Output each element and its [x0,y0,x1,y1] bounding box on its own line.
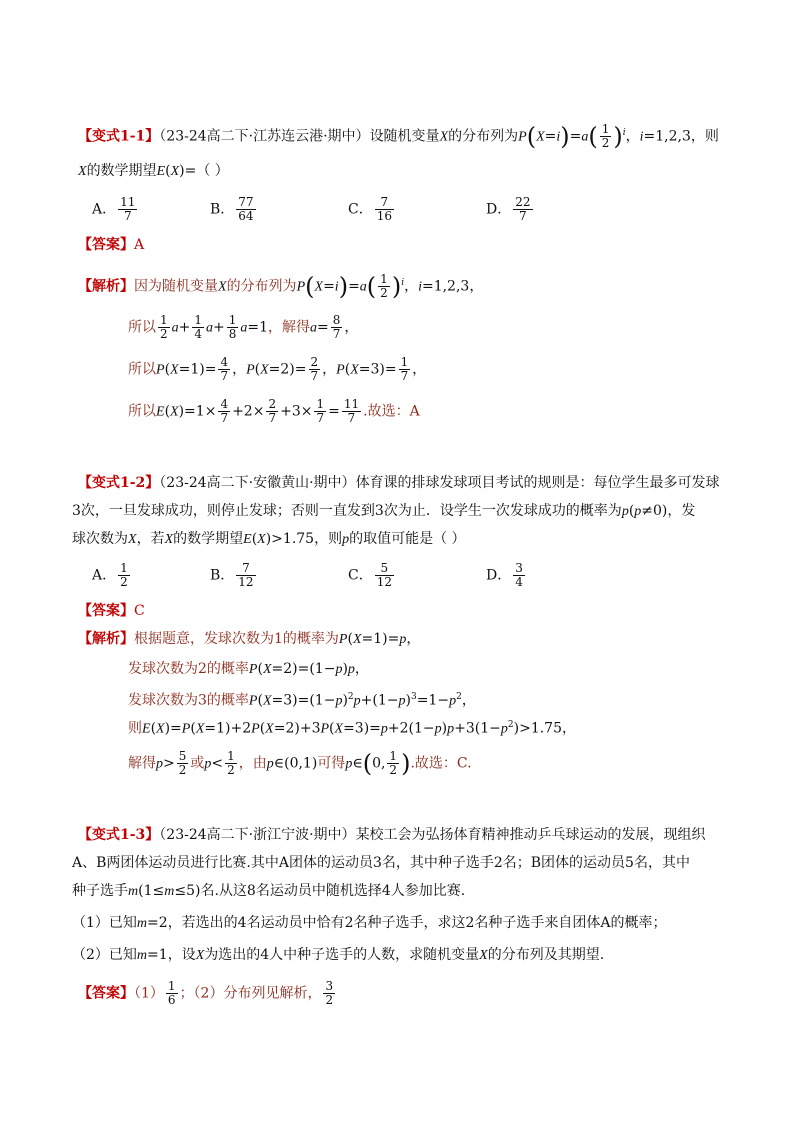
q2-analysis-line2: 发球次数为2的概率P(X=2)=(1−p)p， [128,661,369,677]
q3-stem-line3: 种子选手m(1≤m≤5)名.从这8名运动员中随机选择4人参加比赛. [72,883,466,899]
q2-analysis-line1: 【解析】根据题意，发球次数为1的概率为P(X=1)=p， [78,631,421,647]
q3-stem-line1: 【变式1-3】（23-24高二下·浙江宁波·期中）某校工会为弘扬体育精神推动乒乓球运动的发展，现组织 [78,827,706,843]
q2-stem-line3: 球次数为X，若X的数学期望E(X)>1.75，则p的取值可能是（ ） [72,531,466,547]
q2-answer: 【答案】C [78,603,145,619]
q1-source: （23-24高二下·江苏连云港·期中） [159,128,370,145]
q1-analysis-line4: 所以E(X)=1× $\frac{4}{7}$ +2× $\frac{2}{7}$ +3× $\frac{1}{7}$ = $\frac{11}{7}$ .故选：A [128,397,420,425]
q1-stem-line1: 【变式1-1】（23-24高二下·江苏连云港·期中）设随机变量X的分布列为P(X=i)=a( $\frac{1}{2}$ )$^i$，i=1,2,3，则 [78,122,719,151]
q1-option-d[interactable]: D． $\frac{22}{7}$ [486,195,531,223]
q3-stem-line2: A、B两团体运动员进行比赛.其中A团体的运动员3名，其中种子选手2名；B团体的运动员5名，其中 [72,855,690,871]
q1-analysis-line3: 所以P(X=1)= $\frac{4}{7}$ ，P(X=2)= $\frac{2}{7}$ ，P(X=3)= $\frac{1}{7}$ ， [128,355,427,383]
q1-option-b[interactable]: B． $\frac{77}{64}$ [210,195,254,223]
q2-analysis-line5: 解得p> $\frac{5}{2}$ 或p< $\frac{1}{2}$ ，由p∈(0,1)可得p∈(0, $\frac{1}{2}$ ).故选：C. [128,749,472,778]
q1-tag: 【变式1-1】 [78,128,160,145]
q3-part2: （2）已知m=1，设X为选出的4人中种子选手的人数，求随机变量X的分布列及其期望. [72,947,605,963]
q1-stem-line2: X的数学期望E(X)=（ ） [78,163,229,179]
q2-analysis-line4: 则$E(X)=P(X=1)+2P(X=2)+3P(X=3)=p+2(1-p)p+3(1-p^2)>1.75$， [128,720,576,737]
q1-analysis-line2: 所以 $\frac{1}{2}$ a+ $\frac{1}{4}$ a+ $\frac{1}{8}$ a=1，解得a= $\frac{8}{7}$ ， [128,313,359,341]
q3-part1: （1）已知m=2，若选出的4名运动员中恰有2名种子选手，求这2名种子选手来自团体A的概率； [72,915,667,931]
q3-tag: 【变式1-3】 [78,827,160,843]
q2-stem-line2: 3次，一旦发球成功，则停止发球；否则一直发到3次为止．设学生一次发球成功的概率为p(p≠0)，发 [72,503,696,519]
q1-answer: 【答案】A [78,237,145,253]
q2-stem-line1: 【变式1-2】（23-24高二下·安徽黄山·期中）体育课的排球发球项目考试的规则是：每位学生最多可发球 [78,475,720,491]
q2-option-b[interactable]: B． $\frac{7}{12}$ [210,561,254,589]
q2-option-d[interactable]: D． $\frac{3}{4}$ [486,561,523,589]
q1-option-a[interactable]: A． $\frac{11}{7}$ [92,195,136,223]
q2-option-a[interactable]: A． $\frac{1}{2}$ [92,561,128,589]
q3-answer: 【答案】（1） $\frac{1}{6}$ ；（2）分布列见解析， $\frac{3}{2}$ [78,979,334,1007]
q1-option-c[interactable]: C． $\frac{7}{16}$ [348,195,392,223]
q1-analysis-line1: 【解析】因为随机变量X的分布列为P(X=i)=a( $\frac{1}{2}$ )$^i$，i=1,2,3， [78,272,484,301]
q2-option-c[interactable]: C． $\frac{5}{12}$ [348,561,392,589]
q2-tag: 【变式1-2】 [78,475,160,491]
q2-analysis-line3: 发球次数为3的概率$P(X=3)=(1-p)^2p+(1-p)^3=1-p^2$， [128,692,476,709]
